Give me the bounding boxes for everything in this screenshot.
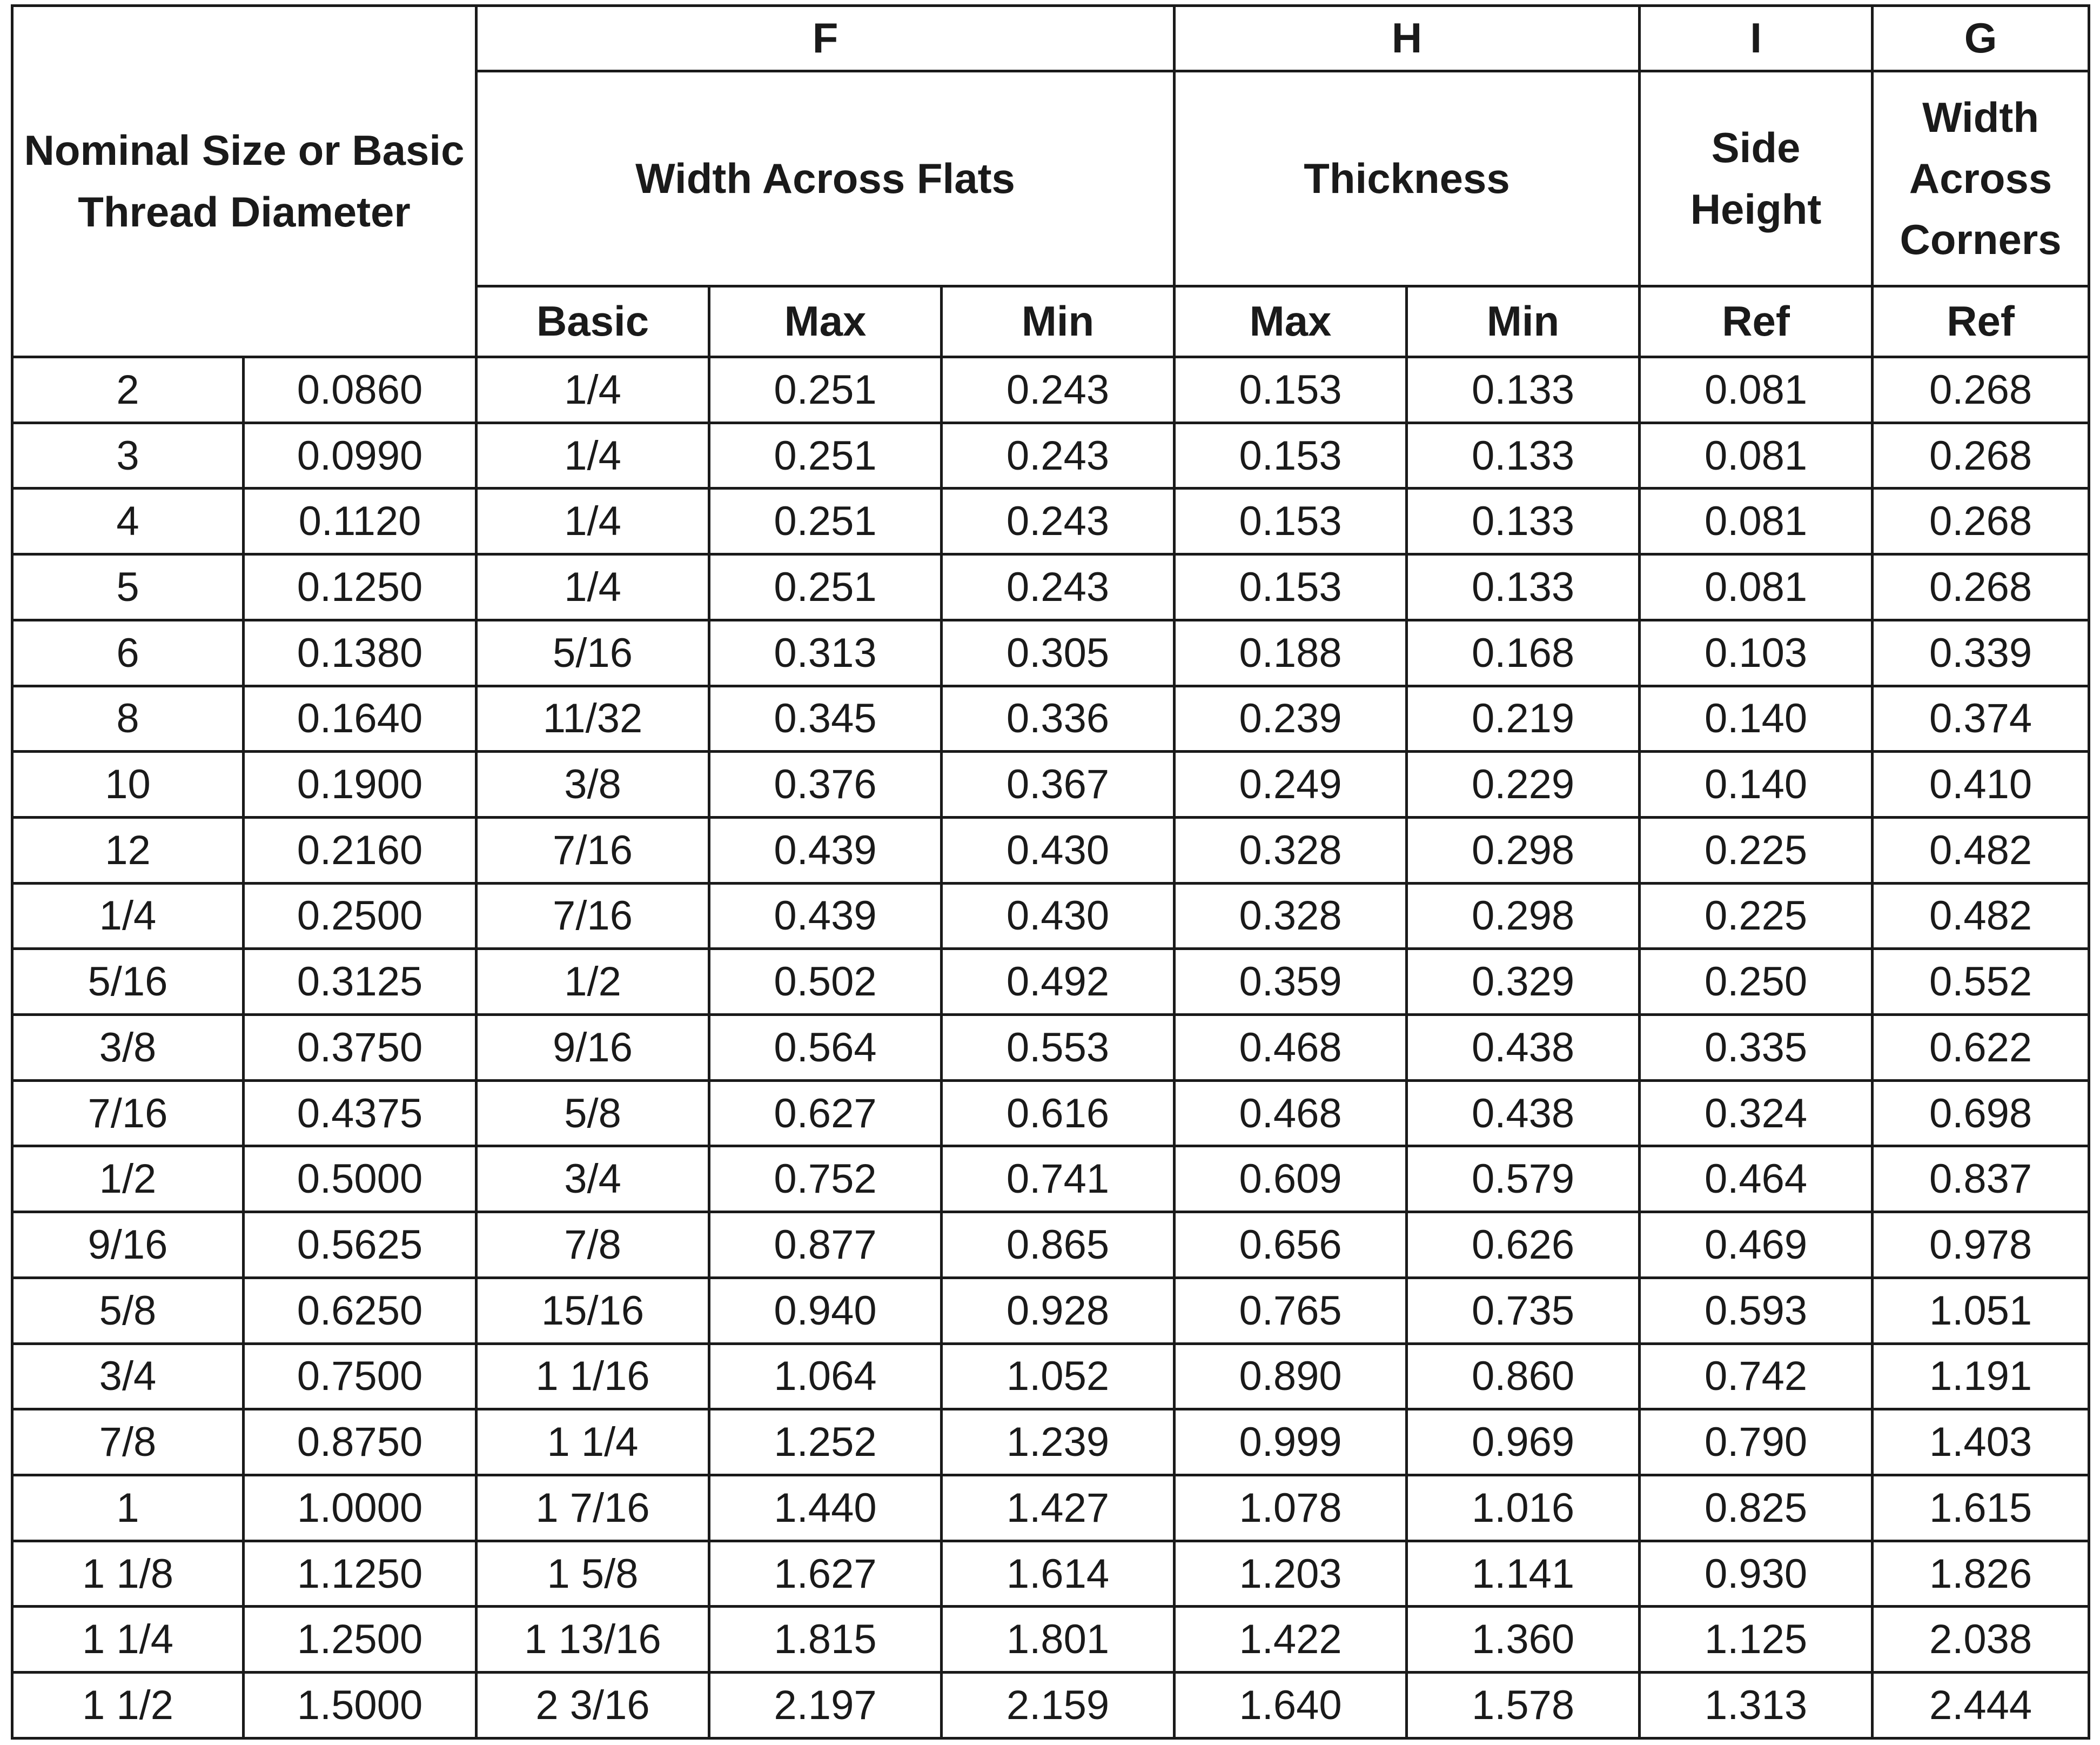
cell-thickness-min: 0.168 bbox=[1407, 620, 1640, 686]
cell-corners-ref: 0.482 bbox=[1873, 817, 2089, 883]
table-row bbox=[12, 357, 2089, 423]
cell-corners-ref: 1.826 bbox=[1873, 1541, 2089, 1607]
cell-basic-diameter: 1.0000 bbox=[244, 1475, 477, 1541]
cell-basic-diameter: 0.4375 bbox=[244, 1080, 477, 1146]
cell-flats-basic: 11/32 bbox=[477, 686, 709, 752]
cell-thickness-min: 0.133 bbox=[1407, 489, 1640, 554]
cell-thickness-max: 0.609 bbox=[1175, 1146, 1407, 1212]
cell-flats-min: 1.052 bbox=[942, 1343, 1175, 1409]
cell-thickness-max: 0.359 bbox=[1175, 949, 1407, 1015]
cell-corners-ref: 2.038 bbox=[1873, 1607, 2089, 1673]
cell-flats-max: 0.251 bbox=[709, 423, 942, 489]
cell-flats-min: 0.305 bbox=[942, 620, 1175, 686]
header-width-across-flats: Width Across Flats bbox=[477, 71, 1175, 286]
cell-corners-ref: 2.444 bbox=[1873, 1673, 2089, 1739]
cell-thickness-max: 0.153 bbox=[1175, 554, 1407, 620]
cell-side-height-ref: 1.313 bbox=[1640, 1673, 1873, 1739]
cell-flats-basic: 7/8 bbox=[477, 1212, 709, 1278]
cell-basic-diameter: 0.1250 bbox=[244, 554, 477, 620]
cell-side-height-ref: 0.324 bbox=[1640, 1080, 1873, 1146]
cell-corners-ref: 0.268 bbox=[1873, 554, 2089, 620]
cell-basic-diameter: 0.1380 bbox=[244, 620, 477, 686]
cell-corners-ref: 0.339 bbox=[1873, 620, 2089, 686]
cell-basic-diameter: 0.1900 bbox=[244, 752, 477, 818]
header-letter-g: G bbox=[1873, 6, 2089, 71]
table-row bbox=[12, 1541, 2089, 1607]
cell-side-height-ref: 1.125 bbox=[1640, 1607, 1873, 1673]
cell-nominal-size: 5 bbox=[12, 554, 244, 620]
cell-basic-diameter: 0.8750 bbox=[244, 1409, 477, 1475]
cell-side-height-ref: 0.250 bbox=[1640, 949, 1873, 1015]
cell-flats-max: 0.345 bbox=[709, 686, 942, 752]
cell-side-height-ref: 0.103 bbox=[1640, 620, 1873, 686]
cell-corners-ref: 0.268 bbox=[1873, 357, 2089, 423]
cell-flats-max: 0.313 bbox=[709, 620, 942, 686]
header-side-height: Side Height bbox=[1640, 71, 1873, 286]
cell-corners-ref: 0.410 bbox=[1873, 752, 2089, 818]
table-row bbox=[12, 1409, 2089, 1475]
cell-thickness-min: 1.578 bbox=[1407, 1673, 1640, 1739]
cell-corners-ref: 0.552 bbox=[1873, 949, 2089, 1015]
cell-flats-min: 0.741 bbox=[942, 1146, 1175, 1212]
table-row bbox=[12, 489, 2089, 554]
header-row-letters bbox=[12, 6, 2089, 71]
cell-nominal-size: 1 bbox=[12, 1475, 244, 1541]
table-row bbox=[12, 554, 2089, 620]
cell-flats-basic: 1 1/4 bbox=[477, 1409, 709, 1475]
cell-flats-basic: 1 1/16 bbox=[477, 1343, 709, 1409]
cell-side-height-ref: 0.930 bbox=[1640, 1541, 1873, 1607]
cell-flats-min: 0.616 bbox=[942, 1080, 1175, 1146]
cell-flats-basic: 7/16 bbox=[477, 883, 709, 949]
cell-thickness-min: 0.133 bbox=[1407, 423, 1640, 489]
cell-thickness-max: 0.153 bbox=[1175, 357, 1407, 423]
cell-thickness-max: 0.239 bbox=[1175, 686, 1407, 752]
subhead-basic: Basic bbox=[477, 286, 709, 357]
cell-flats-max: 0.251 bbox=[709, 489, 942, 554]
cell-side-height-ref: 0.081 bbox=[1640, 489, 1873, 554]
cell-flats-min: 0.243 bbox=[942, 489, 1175, 554]
cell-flats-min: 0.928 bbox=[942, 1278, 1175, 1343]
cell-nominal-size: 5/16 bbox=[12, 949, 244, 1015]
cell-side-height-ref: 0.790 bbox=[1640, 1409, 1873, 1475]
cell-flats-basic: 1/2 bbox=[477, 949, 709, 1015]
cell-thickness-max: 0.188 bbox=[1175, 620, 1407, 686]
cell-nominal-size: 5/8 bbox=[12, 1278, 244, 1343]
table-row bbox=[12, 686, 2089, 752]
cell-flats-max: 1.440 bbox=[709, 1475, 942, 1541]
cell-basic-diameter: 1.5000 bbox=[244, 1673, 477, 1739]
cell-flats-min: 0.430 bbox=[942, 817, 1175, 883]
table-row bbox=[12, 883, 2089, 949]
cell-flats-max: 0.564 bbox=[709, 1015, 942, 1081]
cell-thickness-min: 1.141 bbox=[1407, 1541, 1640, 1607]
cell-flats-min: 1.801 bbox=[942, 1607, 1175, 1673]
table-row bbox=[12, 620, 2089, 686]
cell-flats-max: 0.251 bbox=[709, 554, 942, 620]
cell-nominal-size: 7/8 bbox=[12, 1409, 244, 1475]
cell-flats-basic: 1/4 bbox=[477, 554, 709, 620]
cell-basic-diameter: 0.0990 bbox=[244, 423, 477, 489]
cell-thickness-max: 0.999 bbox=[1175, 1409, 1407, 1475]
table-row bbox=[12, 1475, 2089, 1541]
subhead-thickness-min: Min bbox=[1407, 286, 1640, 357]
cell-side-height-ref: 0.081 bbox=[1640, 554, 1873, 620]
table-row bbox=[12, 752, 2089, 818]
cell-thickness-min: 0.969 bbox=[1407, 1409, 1640, 1475]
cell-nominal-size: 6 bbox=[12, 620, 244, 686]
cell-thickness-min: 0.133 bbox=[1407, 357, 1640, 423]
cell-side-height-ref: 0.081 bbox=[1640, 357, 1873, 423]
cell-flats-max: 0.627 bbox=[709, 1080, 942, 1146]
table-row bbox=[12, 1015, 2089, 1081]
cell-flats-min: 1.614 bbox=[942, 1541, 1175, 1607]
cell-flats-min: 1.239 bbox=[942, 1409, 1175, 1475]
cell-side-height-ref: 0.225 bbox=[1640, 817, 1873, 883]
cell-thickness-min: 0.329 bbox=[1407, 949, 1640, 1015]
cell-flats-max: 0.940 bbox=[709, 1278, 942, 1343]
cell-thickness-min: 0.626 bbox=[1407, 1212, 1640, 1278]
cell-corners-ref: 0.698 bbox=[1873, 1080, 2089, 1146]
table-row bbox=[12, 817, 2089, 883]
cell-side-height-ref: 0.464 bbox=[1640, 1146, 1873, 1212]
table-row bbox=[12, 1146, 2089, 1212]
cell-flats-basic: 2 3/16 bbox=[477, 1673, 709, 1739]
table-row bbox=[12, 1080, 2089, 1146]
cell-flats-max: 0.439 bbox=[709, 883, 942, 949]
cell-thickness-max: 1.422 bbox=[1175, 1607, 1407, 1673]
cell-nominal-size: 9/16 bbox=[12, 1212, 244, 1278]
cell-nominal-size: 10 bbox=[12, 752, 244, 818]
cell-basic-diameter: 0.2160 bbox=[244, 817, 477, 883]
cell-basic-diameter: 1.2500 bbox=[244, 1607, 477, 1673]
cell-thickness-min: 1.360 bbox=[1407, 1607, 1640, 1673]
cell-nominal-size: 7/16 bbox=[12, 1080, 244, 1146]
cell-corners-ref: 0.374 bbox=[1873, 686, 2089, 752]
cell-nominal-size: 1 1/2 bbox=[12, 1673, 244, 1739]
cell-nominal-size: 3/8 bbox=[12, 1015, 244, 1081]
cell-thickness-max: 0.153 bbox=[1175, 489, 1407, 554]
header-letter-h: H bbox=[1175, 6, 1640, 71]
cell-flats-min: 0.553 bbox=[942, 1015, 1175, 1081]
cell-flats-max: 1.815 bbox=[709, 1607, 942, 1673]
table-row bbox=[12, 1343, 2089, 1409]
table-row bbox=[12, 949, 2089, 1015]
cell-flats-max: 1.064 bbox=[709, 1343, 942, 1409]
cell-flats-min: 0.243 bbox=[942, 357, 1175, 423]
cell-thickness-max: 0.249 bbox=[1175, 752, 1407, 818]
cell-flats-basic: 7/16 bbox=[477, 817, 709, 883]
cell-corners-ref: 0.268 bbox=[1873, 489, 2089, 554]
cell-basic-diameter: 0.1120 bbox=[244, 489, 477, 554]
cell-flats-basic: 1 7/16 bbox=[477, 1475, 709, 1541]
cell-flats-min: 0.430 bbox=[942, 883, 1175, 949]
subhead-flats-max: Max bbox=[709, 286, 942, 357]
table-row bbox=[12, 423, 2089, 489]
cell-nominal-size: 1 1/4 bbox=[12, 1607, 244, 1673]
cell-side-height-ref: 0.335 bbox=[1640, 1015, 1873, 1081]
subhead-side-height-ref: Ref bbox=[1640, 286, 1873, 357]
cell-side-height-ref: 0.140 bbox=[1640, 752, 1873, 818]
cell-nominal-size: 2 bbox=[12, 357, 244, 423]
cell-flats-basic: 5/8 bbox=[477, 1080, 709, 1146]
cell-thickness-min: 0.133 bbox=[1407, 554, 1640, 620]
header-letter-i: I bbox=[1640, 6, 1873, 71]
cell-thickness-max: 0.328 bbox=[1175, 817, 1407, 883]
cell-flats-basic: 15/16 bbox=[477, 1278, 709, 1343]
cell-flats-max: 1.252 bbox=[709, 1409, 942, 1475]
cell-side-height-ref: 0.593 bbox=[1640, 1278, 1873, 1343]
cell-side-height-ref: 0.140 bbox=[1640, 686, 1873, 752]
cell-flats-max: 1.627 bbox=[709, 1541, 942, 1607]
cell-nominal-size: 12 bbox=[12, 817, 244, 883]
cell-flats-min: 1.427 bbox=[942, 1475, 1175, 1541]
cell-flats-max: 0.502 bbox=[709, 949, 942, 1015]
cell-basic-diameter: 0.1640 bbox=[244, 686, 477, 752]
cell-flats-basic: 1/4 bbox=[477, 423, 709, 489]
header-width-across-corners: Width Across Corners bbox=[1873, 71, 2089, 286]
cell-corners-ref: 1.191 bbox=[1873, 1343, 2089, 1409]
cell-side-height-ref: 0.081 bbox=[1640, 423, 1873, 489]
cell-nominal-size: 4 bbox=[12, 489, 244, 554]
header-letter-f: F bbox=[477, 6, 1175, 71]
table-row bbox=[12, 1607, 2089, 1673]
cell-corners-ref: 0.622 bbox=[1873, 1015, 2089, 1081]
cell-thickness-min: 0.219 bbox=[1407, 686, 1640, 752]
cell-thickness-max: 0.328 bbox=[1175, 883, 1407, 949]
cell-side-height-ref: 0.742 bbox=[1640, 1343, 1873, 1409]
cell-nominal-size: 3/4 bbox=[12, 1343, 244, 1409]
cell-nominal-size: 1/4 bbox=[12, 883, 244, 949]
cell-side-height-ref: 0.225 bbox=[1640, 883, 1873, 949]
cell-flats-max: 0.439 bbox=[709, 817, 942, 883]
cell-flats-max: 0.251 bbox=[709, 357, 942, 423]
header-nominal-size: Nominal Size or Basic Thread Diameter bbox=[12, 6, 477, 357]
cell-basic-diameter: 0.7500 bbox=[244, 1343, 477, 1409]
cell-thickness-min: 0.438 bbox=[1407, 1080, 1640, 1146]
cell-nominal-size: 3 bbox=[12, 423, 244, 489]
cell-thickness-min: 0.298 bbox=[1407, 817, 1640, 883]
cell-basic-diameter: 0.2500 bbox=[244, 883, 477, 949]
cell-basic-diameter: 0.3750 bbox=[244, 1015, 477, 1081]
cell-side-height-ref: 0.469 bbox=[1640, 1212, 1873, 1278]
cell-flats-min: 0.243 bbox=[942, 554, 1175, 620]
cell-corners-ref: 0.837 bbox=[1873, 1146, 2089, 1212]
cell-basic-diameter: 0.6250 bbox=[244, 1278, 477, 1343]
cell-flats-basic: 3/8 bbox=[477, 752, 709, 818]
cell-flats-basic: 1 13/16 bbox=[477, 1607, 709, 1673]
cell-thickness-max: 0.765 bbox=[1175, 1278, 1407, 1343]
cell-flats-basic: 1/4 bbox=[477, 357, 709, 423]
cell-flats-min: 0.336 bbox=[942, 686, 1175, 752]
cell-nominal-size: 1/2 bbox=[12, 1146, 244, 1212]
cell-flats-min: 2.159 bbox=[942, 1673, 1175, 1739]
cell-basic-diameter: 0.5000 bbox=[244, 1146, 477, 1212]
cell-flats-max: 2.197 bbox=[709, 1673, 942, 1739]
cell-nominal-size: 1 1/8 bbox=[12, 1541, 244, 1607]
cell-thickness-min: 1.016 bbox=[1407, 1475, 1640, 1541]
cell-flats-min: 0.492 bbox=[942, 949, 1175, 1015]
cell-thickness-min: 0.298 bbox=[1407, 883, 1640, 949]
cell-corners-ref: 0.268 bbox=[1873, 423, 2089, 489]
cell-thickness-max: 0.656 bbox=[1175, 1212, 1407, 1278]
table-row bbox=[12, 1212, 2089, 1278]
cell-flats-max: 0.376 bbox=[709, 752, 942, 818]
subhead-thickness-max: Max bbox=[1175, 286, 1407, 357]
cell-corners-ref: 1.615 bbox=[1873, 1475, 2089, 1541]
cell-flats-basic: 1 5/8 bbox=[477, 1541, 709, 1607]
cell-nominal-size: 8 bbox=[12, 686, 244, 752]
cell-thickness-min: 0.860 bbox=[1407, 1343, 1640, 1409]
table-body bbox=[12, 357, 2089, 1739]
cell-thickness-min: 0.438 bbox=[1407, 1015, 1640, 1081]
table-row bbox=[12, 1673, 2089, 1739]
cell-corners-ref: 1.403 bbox=[1873, 1409, 2089, 1475]
cell-flats-basic: 3/4 bbox=[477, 1146, 709, 1212]
cell-thickness-max: 1.078 bbox=[1175, 1475, 1407, 1541]
cell-flats-basic: 1/4 bbox=[477, 489, 709, 554]
cell-corners-ref: 0.482 bbox=[1873, 883, 2089, 949]
cell-thickness-max: 0.468 bbox=[1175, 1015, 1407, 1081]
cell-basic-diameter: 0.5625 bbox=[244, 1212, 477, 1278]
hex-nut-dimensions-table bbox=[11, 4, 2090, 1740]
cell-flats-basic: 5/16 bbox=[477, 620, 709, 686]
subhead-flats-min: Min bbox=[942, 286, 1175, 357]
cell-thickness-max: 0.468 bbox=[1175, 1080, 1407, 1146]
subhead-corners-ref: Ref bbox=[1873, 286, 2089, 357]
cell-basic-diameter: 0.3125 bbox=[244, 949, 477, 1015]
header-thickness: Thickness bbox=[1175, 71, 1640, 286]
cell-basic-diameter: 1.1250 bbox=[244, 1541, 477, 1607]
cell-basic-diameter: 0.0860 bbox=[244, 357, 477, 423]
cell-thickness-max: 0.890 bbox=[1175, 1343, 1407, 1409]
cell-flats-min: 0.865 bbox=[942, 1212, 1175, 1278]
cell-flats-max: 0.877 bbox=[709, 1212, 942, 1278]
cell-corners-ref: 1.051 bbox=[1873, 1278, 2089, 1343]
cell-thickness-min: 0.735 bbox=[1407, 1278, 1640, 1343]
cell-thickness-max: 1.640 bbox=[1175, 1673, 1407, 1739]
cell-thickness-max: 1.203 bbox=[1175, 1541, 1407, 1607]
cell-flats-min: 0.367 bbox=[942, 752, 1175, 818]
cell-flats-min: 0.243 bbox=[942, 423, 1175, 489]
cell-thickness-min: 0.229 bbox=[1407, 752, 1640, 818]
cell-thickness-max: 0.153 bbox=[1175, 423, 1407, 489]
cell-corners-ref: 0.978 bbox=[1873, 1212, 2089, 1278]
cell-flats-max: 0.752 bbox=[709, 1146, 942, 1212]
table-row bbox=[12, 1278, 2089, 1343]
cell-flats-basic: 9/16 bbox=[477, 1015, 709, 1081]
cell-thickness-min: 0.579 bbox=[1407, 1146, 1640, 1212]
cell-side-height-ref: 0.825 bbox=[1640, 1475, 1873, 1541]
